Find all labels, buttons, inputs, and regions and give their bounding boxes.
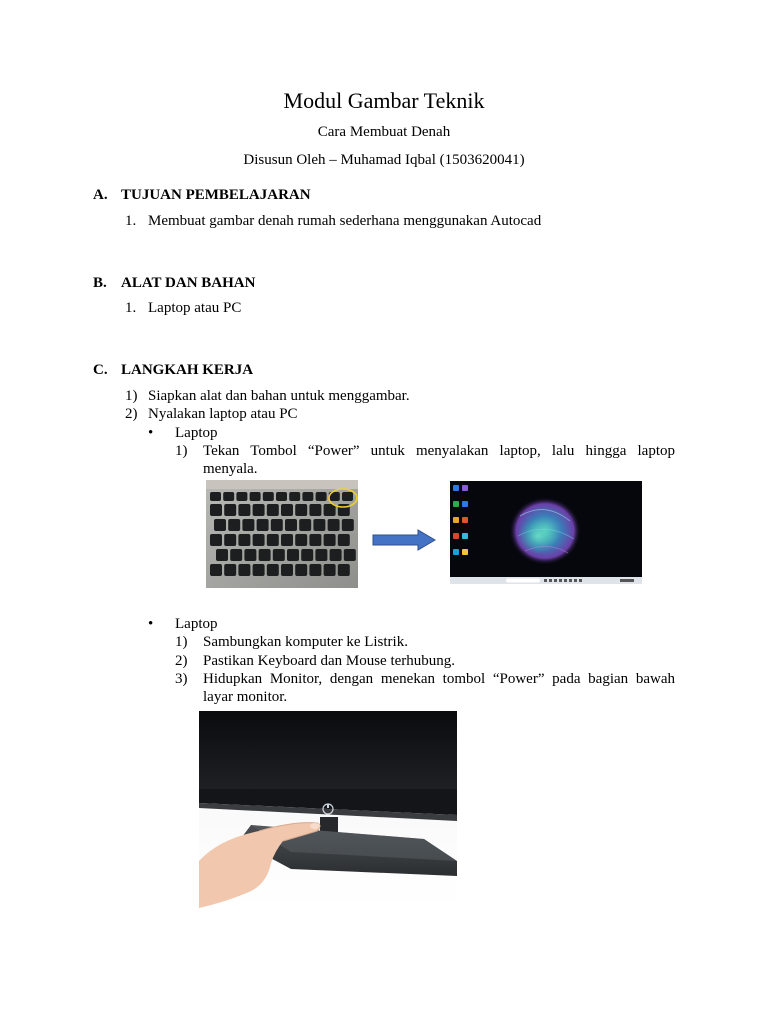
- section-b-item-number: 1.: [125, 300, 137, 316]
- substep-number: 1): [175, 443, 188, 459]
- step-number: 2): [125, 406, 138, 422]
- section-a-item-text: Membuat gambar denah rumah sederhana menggunakan Autocad: [148, 213, 542, 229]
- section-a-item-number: 1.: [125, 213, 137, 229]
- substep-number: 2): [175, 653, 188, 669]
- section-c-heading: LANGKAH KERJA: [121, 362, 254, 378]
- substep-text-continued: menyala.: [203, 461, 258, 477]
- section-b-letter: B.: [93, 275, 107, 291]
- step-text: Nyalakan laptop atau PC: [148, 406, 298, 422]
- right-arrow-icon: [372, 529, 436, 551]
- section-b-heading: ALAT DAN BAHAN: [121, 275, 256, 291]
- section-a-heading: TUJUAN PEMBELAJARAN: [121, 187, 311, 203]
- section-b-item-text: Laptop atau PC: [148, 300, 242, 316]
- step-text: Siapkan alat dan bahan untuk menggambar.: [148, 388, 410, 404]
- substep-text: Sambungkan komputer ke Listrik.: [203, 634, 408, 650]
- substep-text: Tekan Tombol “Power” untuk menyalakan laptop, lalu hingga laptop: [203, 443, 675, 459]
- bullet-icon: •: [148, 616, 154, 632]
- page-subtitle: Cara Membuat Denah: [317, 124, 451, 140]
- desktop-screenshot: [450, 481, 642, 584]
- keyboard-power-button-photo: [206, 480, 358, 588]
- step-number: 1): [125, 388, 138, 404]
- substep-text-continued: layar monitor.: [203, 689, 288, 705]
- substep-number: 1): [175, 634, 188, 650]
- substep-text: Hidupkan Monitor, dengan menekan tombol “Power” pada bagian bawah: [203, 671, 675, 687]
- bullet-icon: •: [148, 425, 154, 441]
- section-c-letter: C.: [93, 362, 108, 378]
- monitor-power-button-photo: [199, 711, 457, 908]
- page-title: Modul Gambar Teknik: [283, 88, 485, 113]
- section-a-letter: A.: [93, 187, 108, 203]
- author-line: Disusun Oleh – Muhamad Iqbal (1503620041): [243, 152, 525, 168]
- substep-number: 3): [175, 671, 188, 687]
- substep-text: Pastikan Keyboard dan Mouse terhubung.: [203, 653, 456, 669]
- bullet-label: Laptop: [175, 616, 218, 632]
- bullet-label: Laptop: [175, 425, 218, 441]
